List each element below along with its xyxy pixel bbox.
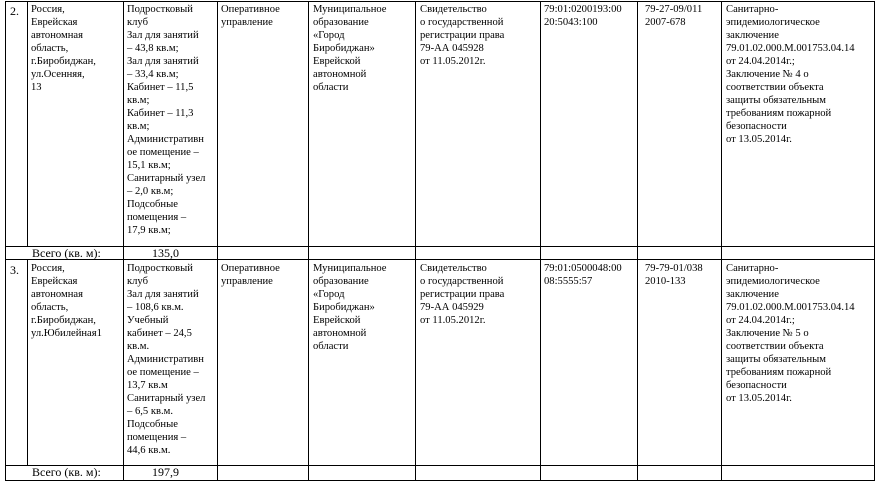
conclusion-cell: Санитарно- эпидемиологическое заключение 79.01.02.000.М.001753.04.14 от 24.04.2014г.; Заключение № 4 о соответствии объекта защиты обязательным требованиям пожарной безопасности от 13.05.2014г. [726, 4, 855, 145]
grid-line [27, 1, 28, 247]
grid-line [217, 1, 218, 260]
certificate-cell: Свидетельство о государственной регистрации права 79-АА 045929 от 11.05.2012г. [420, 263, 505, 326]
grid-line [123, 246, 124, 259]
grid-line [27, 259, 28, 465]
grid-line [308, 1, 309, 260]
grid-line [540, 1, 541, 260]
cadastral-number-cell: 79:01:0500048:00 08:5555:57 [544, 263, 622, 287]
grid-line [5, 1, 6, 481]
grid-line [5, 246, 875, 247]
grid-line [721, 259, 722, 480]
grid-line [540, 259, 541, 480]
total-value: 197,9 [152, 465, 179, 479]
grid-line [5, 480, 875, 481]
total-label: Всего (кв. м): [32, 246, 101, 260]
address-cell: Россия, Еврейская автономная область, г.Биробиджан, ул.Юбилейная1 [31, 263, 102, 339]
grid-line [415, 259, 416, 480]
total-label: Всего (кв. м): [32, 465, 101, 479]
grid-line [5, 465, 875, 466]
certificate-cell: Свидетельство о государственной регистрации права 79-АА 045928 от 11.05.2012г. [420, 4, 505, 67]
right-type-cell: Оперативное управление [221, 4, 280, 28]
grid-line [123, 1, 124, 247]
grid-line [874, 1, 875, 481]
grid-line [5, 1, 875, 2]
conclusion-cell: Санитарно- эпидемиологическое заключение 79.01.02.000.М.001753.04.14 от 24.04.2014г.; Заключение № 5 о соответствии объекта защиты обязательным требованиям пожарной безопасности от 13.05.2014г. [726, 263, 855, 404]
premises-cell: Подростковый клуб Зал для занятий – 43,8 кв.м; Зал для занятий – 33,4 кв.м; Кабинет – 11,5 кв.м; Кабинет – 11,3 кв.м; Административн ое помещение – 15,1 кв.м; Санитарный узел – 2,0 кв.м; Подсобные помещения – 17,9 кв.м; [127, 4, 206, 236]
grid-line [721, 1, 722, 260]
grid-line [308, 259, 309, 480]
grid-line [637, 259, 638, 480]
grid-line [217, 259, 218, 480]
cadastral-number-cell: 79:01:0200193:00 20:5043:100 [544, 4, 622, 28]
registration-number-cell: 79-27-09/011 2007-678 [645, 4, 703, 28]
owner-cell: Муниципальное образование «Город Биробиджан» Еврейской автономной области [313, 263, 387, 352]
total-value: 135,0 [152, 246, 179, 260]
row-number: 2. [10, 4, 19, 18]
grid-line [123, 465, 124, 480]
row-number: 3. [10, 263, 19, 277]
owner-cell: Муниципальное образование «Город Биробиджан» Еврейской автономной области [313, 4, 387, 93]
grid-line [123, 259, 124, 465]
registration-number-cell: 79-79-01/038 2010-133 [645, 263, 703, 287]
grid-line [637, 1, 638, 260]
address-cell: Россия, Еврейская автономная область, г.Биробиджан, ул.Осенняя, 13 [31, 4, 96, 93]
premises-cell: Подростковый клуб Зал для занятий – 108,6 кв.м. Учебный кабинет – 24,5 кв.м. Административн ое помещение – 13,7 кв.м Санитарный узел – 6,5 кв.м. Подсобные помещения – 44,6 кв.м. [127, 263, 206, 456]
grid-line [415, 1, 416, 260]
grid-line [5, 259, 875, 260]
right-type-cell: Оперативное управление [221, 263, 280, 287]
